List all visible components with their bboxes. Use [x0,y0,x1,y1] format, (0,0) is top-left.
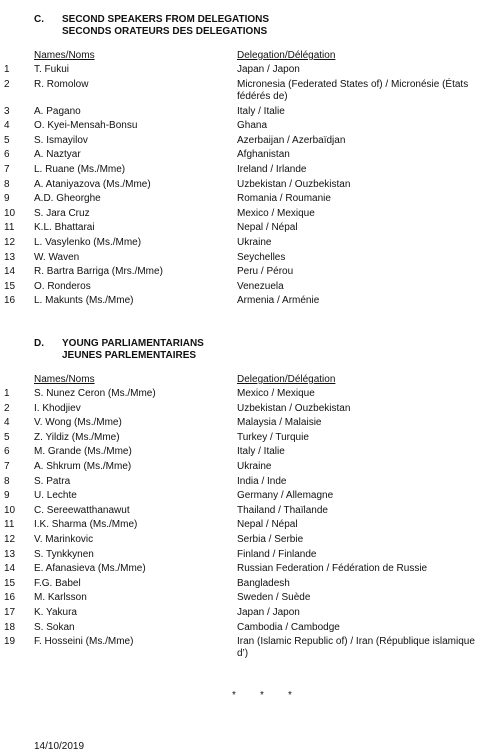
row-number: 6 [4,446,10,458]
row-name: K.L. Bhattarai [34,222,95,234]
row-name: A. Ataniyazova (Ms./Mme) [34,178,151,190]
row-name: A.D. Gheorghe [34,193,101,205]
row-name: O. Kyei-Mensah-Bonsu [34,120,138,132]
row-number: 16 [4,295,16,307]
row-name: I. Khodjiev [34,402,81,414]
row-name: S. Sokan [34,621,75,633]
row-name: Z. Yildiz (Ms./Mme) [34,431,120,443]
section-d-list [0,388,500,663]
row-delegation: Ukraine [237,236,272,248]
section-c-letter: C. [34,14,44,25]
list-item [0,64,500,79]
row-delegation: Micronesia (Federated States of) / Micronésie (États fédérés de) [237,78,469,102]
row-delegation: Finland / Finlande [237,548,317,560]
list-item [0,106,500,121]
row-delegation: Japan / Japon [237,606,300,618]
row-name: M. Karlsson [34,592,87,604]
row-number: 4 [4,417,10,429]
section-d-header [0,338,500,364]
row-name: E. Afanasieva (Ms./Mme) [34,563,146,575]
row-delegation: Turkey / Turquie [237,431,309,443]
row-delegation: Ghana [237,120,268,132]
list-item [0,578,500,593]
row-name: S. Jara Cruz [34,207,90,219]
section-d-delegation-header: Delegation/Délégation [237,374,336,385]
section-c-column-headers [0,50,500,64]
row-name: R. Romolow [34,78,89,90]
row-number: 9 [4,490,10,502]
row-number: 16 [4,592,16,604]
row-name: S. Ismayilov [34,134,88,146]
row-delegation: Italy / Italie [237,446,285,458]
list-item [0,622,500,637]
list-item [0,252,500,267]
row-number: 15 [4,577,16,589]
row-name: K. Yakura [34,606,77,618]
row-number: 1 [4,64,10,75]
row-number: 18 [4,621,16,633]
row-number: 19 [4,636,16,648]
section-c-title [62,14,269,38]
row-name: U. Lechte [34,490,77,502]
list-item [0,208,500,223]
row-number: 5 [4,431,10,443]
row-number: 7 [4,163,10,175]
row-number: 5 [4,134,10,146]
list-item [0,79,500,106]
list-item [0,403,500,418]
list-item [0,534,500,549]
row-name: F.G. Babel [34,577,81,589]
list-item [0,266,500,281]
row-delegation: Mexico / Mexique [237,207,315,219]
row-name: C. Sereewatthanawut [34,504,130,516]
list-item [0,135,500,150]
row-name: S. Nunez Ceron (Ms./Mme) [34,388,156,399]
row-delegation: Thailand / Thaïlande [237,504,328,516]
row-delegation: Armenia / Arménie [237,295,320,307]
row-delegation: Uzbekistan / Ouzbekistan [237,402,351,414]
row-name: T. Fukui [34,64,70,75]
separator-star: * [260,690,264,701]
row-name: L. Ruane (Ms./Mme) [34,163,126,175]
row-delegation: Venezuela [237,280,284,292]
row-number: 12 [4,236,16,248]
row-number: 15 [4,280,16,292]
list-item [0,179,500,194]
section-d-letter: D. [34,338,44,349]
row-name: R. Bartra Barriga (Mrs./Mme) [34,266,163,278]
row-delegation: Seychelles [237,251,286,263]
row-delegation: Iran (Islamic Republic of) / Iran (République islamique d’) [237,636,475,660]
row-name: S. Patra [34,475,71,487]
row-delegation: Mexico / Mexique [237,388,315,399]
row-number: 3 [4,105,10,117]
list-item [0,607,500,622]
list-item [0,281,500,296]
row-number: 14 [4,266,16,278]
row-name: A. Naztyar [34,149,81,161]
row-number: 14 [4,563,16,575]
row-name: A. Pagano [34,105,81,117]
row-name: S. Tynkkynen [34,548,94,560]
row-delegation: Japan / Japon [237,64,300,75]
separator-stars [232,690,316,701]
list-item [0,432,500,447]
row-name: M. Grande (Ms./Mme) [34,446,132,458]
list-item [0,388,500,403]
section-d-title [62,338,204,362]
section-c [0,14,500,310]
list-item [0,592,500,607]
row-number: 8 [4,475,10,487]
row-number: 7 [4,460,10,472]
section-c-title-fr: SECONDS ORATEURS DES DELEGATIONS [62,26,268,37]
row-number: 1 [4,388,10,399]
list-item [0,563,500,578]
section-c-names-header: Names/Noms [34,50,95,61]
row-delegation: India / Inde [237,475,287,487]
row-delegation: Afghanistan [237,149,290,161]
section-d-names-header: Names/Noms [34,374,95,385]
row-name: V. Marinkovic [34,533,94,545]
list-item [0,505,500,520]
row-number: 8 [4,178,10,190]
row-name: O. Ronderos [34,280,91,292]
row-delegation: Uzbekistan / Ouzbekistan [237,178,351,190]
row-delegation: Peru / Pérou [237,266,294,278]
section-d-title-en: YOUNG PARLIAMENTARIANS [62,338,204,349]
row-name: F. Hosseini (Ms./Mme) [34,636,134,648]
list-item [0,120,500,135]
list-item [0,490,500,505]
list-item [0,164,500,179]
row-name: V. Wong (Ms./Mme) [34,417,122,429]
section-c-delegation-header: Delegation/Délégation [237,50,336,61]
row-number: 12 [4,533,16,545]
section-c-list [0,64,500,310]
row-delegation: Sweden / Suède [237,592,311,604]
row-name: I.K. Sharma (Ms./Mme) [34,519,138,531]
row-name: W. Waven [34,251,80,263]
row-delegation: Nepal / Népal [237,519,298,531]
row-number: 13 [4,251,16,263]
section-d-title-fr: JEUNES PARLEMENTAIRES [62,350,197,361]
list-item [0,519,500,534]
row-number: 11 [4,519,15,531]
separator-star: * [288,690,292,701]
row-delegation: Bangladesh [237,577,290,589]
row-delegation: Nepal / Népal [237,222,298,234]
row-delegation: Italy / Italie [237,105,285,117]
row-name: L. Vasylenko (Ms./Mme) [34,236,142,248]
row-number: 13 [4,548,16,560]
section-c-header [0,14,500,40]
row-number: 10 [4,207,16,219]
row-delegation: Azerbaijan / Azerbaïdjan [237,134,346,146]
row-delegation: Cambodia / Cambodge [237,621,340,633]
row-delegation: Russian Federation / Fédération de Russie [237,563,428,575]
row-delegation: Ukraine [237,460,272,472]
row-delegation: Malaysia / Malaisie [237,417,322,429]
row-number: 11 [4,222,15,234]
list-item [0,461,500,476]
footer-date: 14/10/2019 [34,741,85,752]
row-number: 9 [4,193,10,205]
row-delegation: Germany / Allemagne [237,490,334,502]
row-name: A. Shkrum (Ms./Mme) [34,460,132,472]
row-number: 2 [4,78,10,90]
row-number: 4 [4,120,10,132]
list-item [0,417,500,432]
list-item [0,295,500,310]
row-delegation: Ireland / Irlande [237,163,307,175]
separator-star: * [232,690,236,701]
list-item [0,237,500,252]
row-number: 6 [4,149,10,161]
list-item [0,149,500,164]
row-name: L. Makunts (Ms./Mme) [34,295,134,307]
row-delegation: Romania / Roumanie [237,193,331,205]
row-number: 10 [4,504,16,516]
row-number: 2 [4,402,10,414]
row-delegation: Serbia / Serbie [237,533,304,545]
list-item [0,446,500,461]
list-item [0,549,500,564]
section-d-column-headers [0,374,500,388]
list-item [0,193,500,208]
section-d [0,338,500,663]
row-number: 17 [4,606,16,618]
list-item [0,476,500,491]
section-c-title-en: SECOND SPEAKERS FROM DELEGATIONS [62,14,270,25]
list-item [0,222,500,237]
list-item [0,636,500,663]
